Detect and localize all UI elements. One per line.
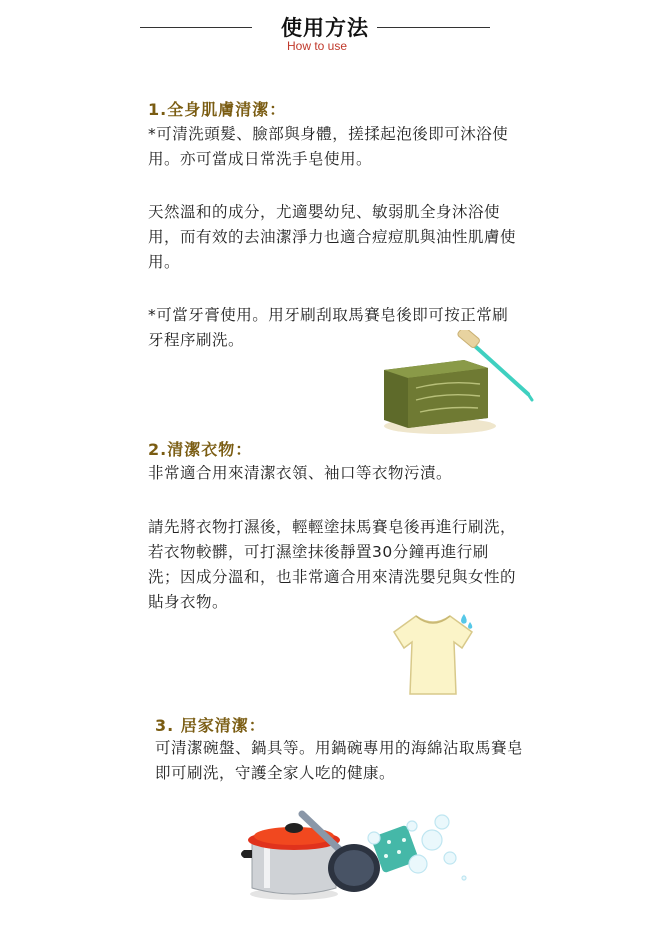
tshirt-illustration [388, 608, 478, 700]
section-1-paragraph-3: *可當牙膏使用。用牙刷刮取馬賽皂後即可按正常刷牙程序刷洗。 [148, 306, 509, 349]
page-header [0, 12, 650, 62]
section-3-title: 3. 居家清潔： [155, 716, 266, 735]
soap-bar-icon [384, 360, 496, 434]
section-3-paragraph-1: 可清潔碗盤、鍋具等。用鍋碗專用的海綿沾取馬賽皂即可刷洗，守護全家人吃的健康。 [155, 739, 524, 782]
page-subtitle: How to use [286, 39, 348, 53]
page-title: 使用方法 [281, 16, 369, 40]
section-2-paragraph-2: 請先將衣物打濕後，輕輕塗抹馬賽皂後再進行刷洗，若衣物較髒，可打濕塗抹後靜置30分鐘再進行刷洗；因成分溫和，也非常適合用來清洗嬰兒與女性的貼身衣物。 [148, 518, 517, 611]
section-1-paragraph-1: *可清洗頭髮、臉部與身體，搓揉起泡後即可沐浴使用。亦可當成日常洗手皂使用。 [148, 125, 509, 168]
section-2-paragraph-1: 非常適合用來清潔衣領、袖口等衣物污漬。 [148, 464, 453, 482]
soap-toothbrush-illustration [378, 330, 538, 440]
kitchen-illustration [236, 808, 470, 904]
section-2-title: 2.清潔衣物： [148, 440, 253, 459]
section-1-paragraph-2: 天然溫和的成分，尤適嬰幼兒、敏弱肌全身沐浴使用，而有效的去油潔淨力也適合痘痘肌與油性肌膚使用。 [148, 203, 517, 271]
tshirt-icon [394, 616, 472, 694]
section-1-title: 1.全身肌膚清潔： [148, 100, 287, 119]
